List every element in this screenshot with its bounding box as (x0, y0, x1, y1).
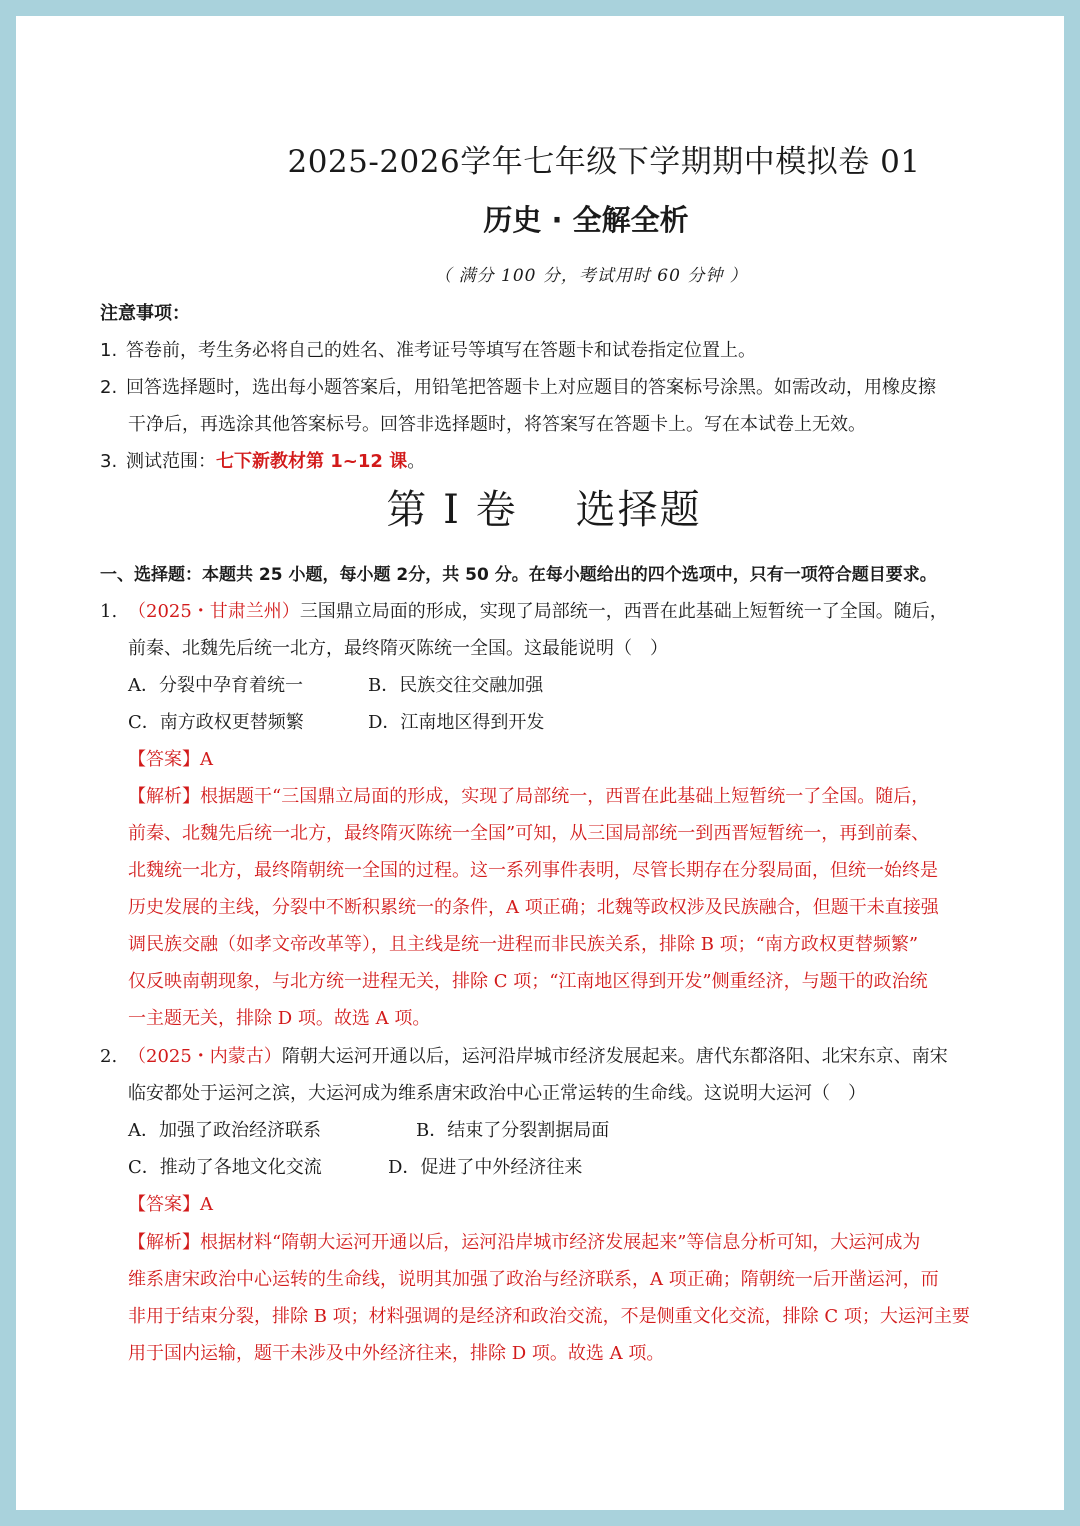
notice-item-1 (100, 336, 756, 362)
question-1-option-c: C．南方政权更替频繁 (128, 712, 304, 733)
section-heading: 一、选择题：本题共 25 小题，每小题 2分，共 50 分。在每小题给出的四个选项中，只有一项符合题目要求。 (100, 565, 937, 585)
question-2-explanation-line: 用于国内运输，题干未涉及中外经济往来，排除 D 项。故选 A 项。 (128, 1343, 665, 1364)
question-2-explanation-line: 维系唐宋政治中心运转的生命线，说明其加强了政治与经济联系，A 项正确；隋朝统一后开凿运河，而 (128, 1269, 939, 1290)
part-heading (16, 478, 1072, 535)
test-scope-highlight: 七下新教材第 1~12 课 (216, 451, 408, 472)
notice-item-text: 回答选择题时，选出每小题答案后，用铅笔把答题卡上对应题目的答案标号涂黑。如需改动，用橡皮擦 (126, 377, 936, 398)
question-1-option-a: A．分裂中孕育着统一 (128, 675, 303, 696)
question-1-explanation-line: 仅反映南朝现象，与北方统一进程无关，排除 C 项；“江南地区得到开发”侧重经济，与题干的政治统 (128, 971, 928, 992)
question-source: （2025・内蒙古） (128, 1046, 282, 1067)
notice-item-number: 2. (100, 377, 118, 398)
notice-item-2-cont: 干净后，再选涂其他答案标号。回答非选择题时，将答案写在答题卡上。写在本试卷上无效。 (128, 414, 866, 435)
question-1-explanation-line: 北魏统一北方，最终隋朝统一全国的过程。这一系列事件表明，尽管长期存在分裂局面，但统一始终是 (128, 860, 938, 881)
score-note: （ 满分 100 分，考试用时 60 分钟 ） (434, 266, 748, 286)
question-1-stem-cont: 前秦、北魏先后统一北方，最终隋灭陈统一全国。这最能说明（ ） (128, 638, 668, 659)
question-1-option-d: D．江南地区得到开发 (368, 712, 545, 733)
question-stem-line: 隋朝大运河开通以后，运河沿岸城市经济发展起来。唐代东都洛阳、北宋东京、南宋 (281, 1046, 948, 1067)
question-2-stem (100, 1042, 948, 1068)
question-stem-line: 三国鼎立局面的形成，实现了局部统一，西晋在此基础上短暂统一了全国。随后， (299, 601, 948, 622)
question-1-option-b: B．民族交往交融加强 (368, 675, 544, 696)
question-1-explanation-line: 历史发展的主线，分裂中不断积累统一的条件，A 项正确；北魏等政权涉及民族融合，但题干未直接强 (128, 897, 939, 918)
question-2-explanation-line: 【解析】根据材料“隋朝大运河开通以后，运河沿岸城市经济发展起来”等信息分析可知，大运河成为 (128, 1232, 921, 1253)
question-1-explanation-line: 前秦、北魏先后统一北方，最终隋灭陈统一全国”可知，从三国局部统一到西晋短暂统一，再到前秦、 (128, 823, 930, 844)
notice-item-prefix: 测试范围： (126, 451, 216, 472)
question-1-stem (100, 597, 948, 623)
question-2-stem-cont: 临安都处于运河之滨，大运河成为维系唐宋政治中心正常运转的生命线。这说明大运河（ ） (128, 1083, 866, 1104)
notice-heading: 注意事项： (100, 303, 190, 324)
page-subtitle: 历史 · 全解全析 (483, 203, 689, 237)
question-1-explanation-line: 一主题无关，排除 D 项。故选 A 项。 (128, 1008, 431, 1029)
question-2-option-a: A．加强了政治经济联系 (128, 1120, 321, 1141)
question-2-answer: 【答案】A (128, 1194, 213, 1215)
exam-page (16, 16, 1064, 1510)
part-name: 选择题 (575, 487, 702, 533)
notice-item-number: 3. (100, 451, 118, 472)
question-2-option-c: C．推动了各地文化交流 (128, 1157, 322, 1178)
notice-item-text: 答卷前，考生务必将自己的姓名、准考证号等填写在答题卡和试卷指定位置上。 (126, 340, 756, 361)
question-2-option-b: B．结束了分裂割据局面 (416, 1120, 610, 1141)
question-1-explanation-line: 【解析】根据题干“三国鼎立局面的形成，实现了局部统一，西晋在此基础上短暂统一了全国。随后， (128, 786, 930, 807)
question-number: 2. (100, 1046, 118, 1067)
notice-item-suffix: 。 (407, 451, 426, 472)
question-source: （2025・甘肃兰州） (128, 601, 300, 622)
question-1-answer: 【答案】A (128, 749, 213, 770)
question-2-option-d: D．促进了中外经济往来 (388, 1157, 583, 1178)
part-label: 第 I 卷 (386, 487, 518, 533)
question-1-explanation-line: 调民族交融（如孝文帝改革等），且主线是统一进程而非民族关系，排除 B 项；“南方政权更替频繁” (128, 934, 919, 955)
question-2-explanation-line: 非用于结束分裂，排除 B 项；材料强调的是经济和政治交流，不是侧重文化交流，排除 C 项；大运河主要 (128, 1306, 970, 1327)
question-number: 1. (100, 601, 118, 622)
page-title: 2025-2026学年七年级下学期期中模拟卷 01 (287, 144, 921, 180)
notice-item-2 (100, 373, 936, 399)
notice-item-3 (100, 447, 425, 473)
notice-item-number: 1. (100, 340, 118, 361)
